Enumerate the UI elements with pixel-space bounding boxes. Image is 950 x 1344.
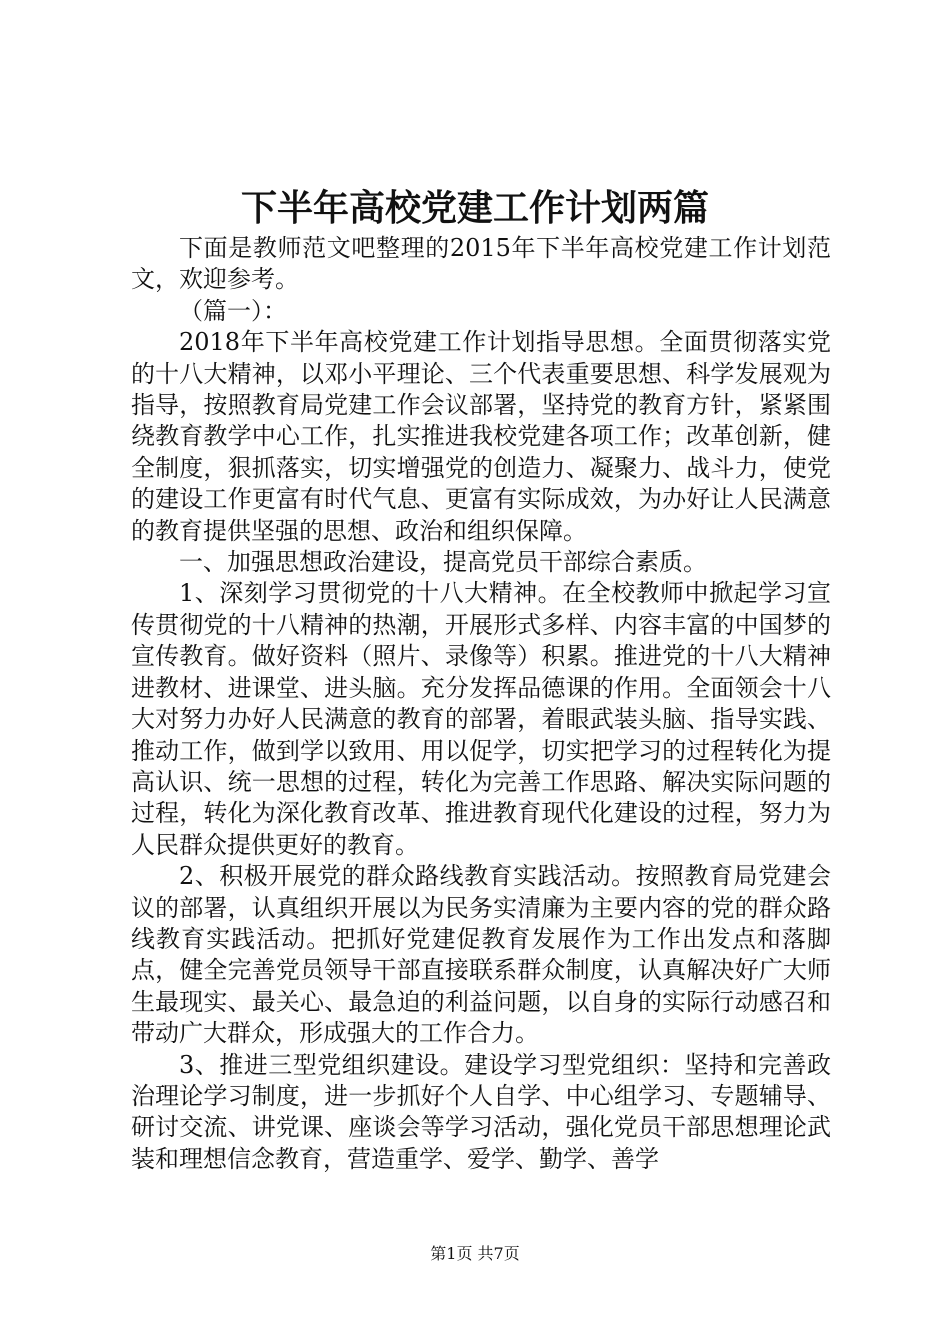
section-heading-one: 一、加强思想政治建设，提高党员干部综合素质。 (179, 548, 707, 577)
document-body (131, 233, 831, 1175)
document-title: 下半年高校党建工作计划两篇 (240, 187, 709, 229)
item-1-paragraph: 1、深刻学习贯彻党的十八大精神。在全校教师中掀起学习宣传贯彻党的十八精神的热潮，开展形式多样、内容丰富的中国梦的宣传教育。做好资料（照片、录像等）积累。推进党的十八大精神进教材、进课堂、进头脑。充分发挥品德课的作用。全面领会十八大对努力办好人民满意的教育的部署，着眼武装头脑、指导实践、推动工作，做到学以致用、用以促学，切实把学习的过程转化为提高认识、统一思想的过程，转化为完善工作思路、解决实际问题的过程，转化为深化教育改革、推进教育现代化建设的过程，努力为人民群众提供更好的教育。 (131, 579, 831, 859)
page-number-footer: 第1页 共7页 (430, 1244, 520, 1263)
intro-paragraph: 下面是教师范文吧整理的2015年下半年高校党建工作计划范文，欢迎参考。 (131, 234, 831, 294)
guiding-ideology-paragraph: 2018年下半年高校党建工作计划指导思想。全面贯彻落实党的十八大精神，以邓小平理论、三个代表重要思想、科学发展观为指导，按照教育局党建工作会议部署，坚持党的教育方针，紧紧围绕教育教学中心工作，扎实推进我校党建各项工作；改革创新，健全制度，狠抓落实，切实增强党的创造力、凝聚力、战斗力，使党的建设工作更富有时代气息、更富有实际成效，为办好让人民满意的教育提供坚强的思想、政治和组织保障。 (131, 328, 831, 545)
item-2-paragraph: 2、积极开展党的群众路线教育实践活动。按照教育局党建会议的部署，认真组织开展以为民务实清廉为主要内容的党的群众路线教育实践活动。把抓好党建促教育发展作为工作出发点和落脚点，健全完善党员领导干部直接联系群众制度，认真解决好广大师生最现实、最关心、最急迫的利益问题，以自身的实际行动感召和带动广大群众，形成强大的工作合力。 (131, 862, 831, 1048)
item-3-paragraph: 3、推进三型党组织建设。建设学习型党组织：坚持和完善政治理论学习制度，进一步抓好个人自学、中心组学习、专题辅导、研讨交流、讲党课、座谈会等学习活动，强化党员干部思想理论武装和理想信念教育，营造重学、爱学、勤学、善学 (131, 1050, 831, 1173)
section-label-part-one: （篇一）： (179, 296, 287, 325)
